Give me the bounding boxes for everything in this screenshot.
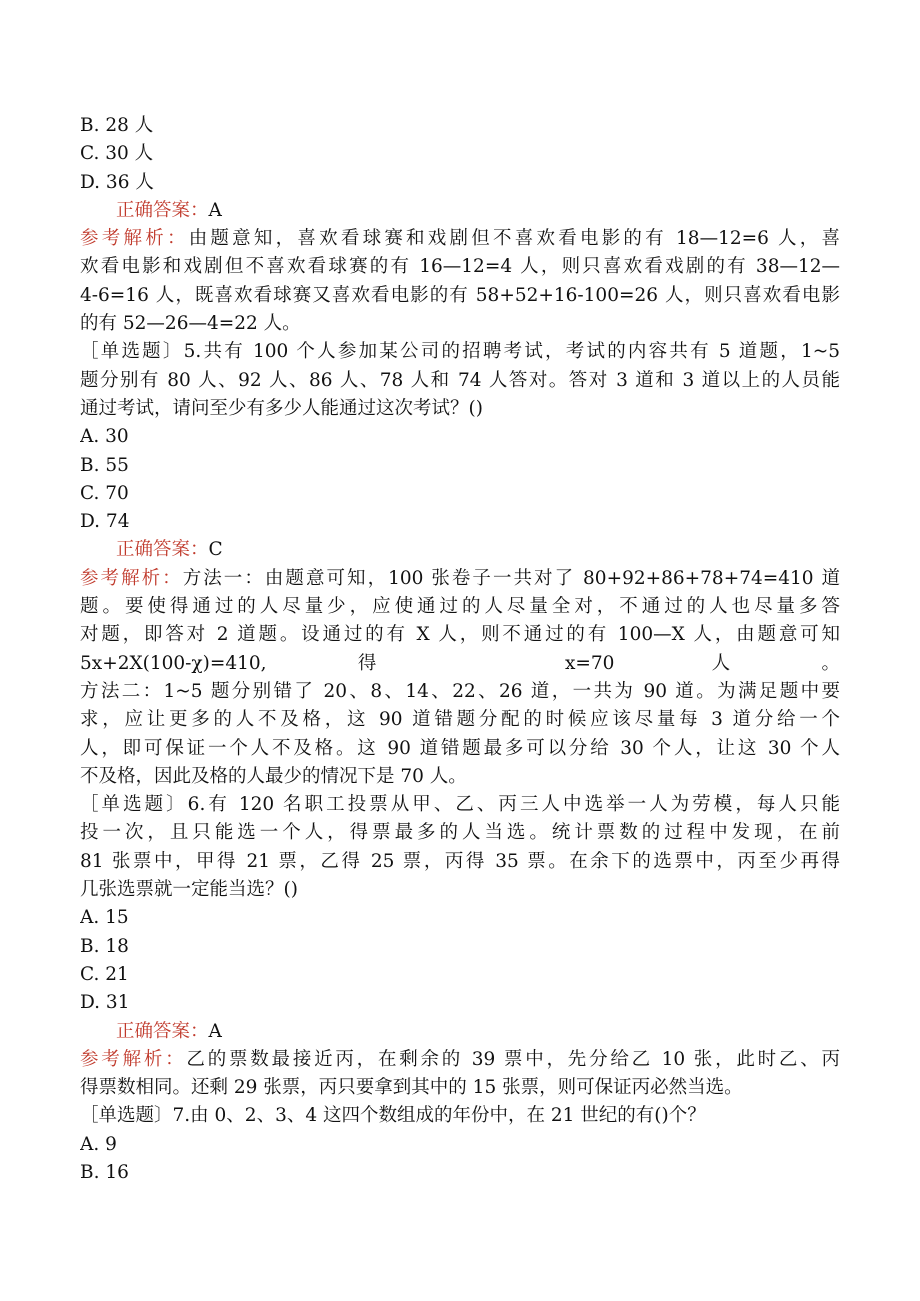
answer-option: D. 74 (80, 511, 130, 533)
analysis-line (80, 678, 840, 706)
correct-answer-value: A (208, 199, 222, 221)
analysis-line (80, 763, 840, 791)
analysis-text: 5x+2X(100-χ)=410,得 x=70 人。 (80, 652, 840, 674)
correct-answer-value: C (208, 539, 223, 561)
answer-option: B. 55 (80, 454, 129, 476)
analysis-text: 方法二：1~5 题分别错了 20、8、14、22、26 道，一共为 90 道。为满足题中要 (80, 680, 840, 702)
exam-page (80, 112, 840, 1187)
question-line: 题分别有 80 人、92 人、86 人、78 人和 74 人答对。答对 3 道和 3 道以上的人员能 (80, 369, 840, 391)
correct-answer (80, 197, 840, 225)
analysis-line (80, 735, 840, 763)
analysis-label: 参考解析： (80, 567, 183, 589)
analysis-line (80, 1074, 840, 1102)
analysis-text: 由题意知，喜欢看球赛和戏剧但不喜欢看电影的有 18—12=6 人，喜 (188, 228, 840, 250)
correct-answer (80, 1018, 840, 1046)
analysis-text: 方法一：由题意可知，100 张卷子一共对了 80+92+86+78+74=410 道 (182, 567, 840, 589)
analysis-text: 题。要使得通过的人尽量少，应使通过的人尽量全对，不通过的人也尽量多答 (80, 596, 840, 618)
analysis-label: 参考解析： (80, 228, 189, 250)
analysis-line (80, 593, 840, 621)
analysis-label: 参考解析： (80, 1048, 187, 1070)
analysis-text: 求，应让更多的人不及格，这 90 道错题分配的时候应该尽量每 3 道分给一个 (80, 709, 840, 731)
analysis-line (80, 565, 840, 593)
answer-option: A. 30 (80, 426, 129, 448)
analysis-text: 4-6=16 人，既喜欢看球赛又喜欢看电影的有 58+52+16-100=26 人，则只喜欢看电影 (80, 284, 840, 306)
answer-option: B. 18 (80, 935, 129, 957)
analysis-text: 得票数相同。还剩 29 张票，丙只要拿到其中的 15 张票，则可保证丙必然当选。 (80, 1077, 743, 1099)
analysis-line (80, 310, 840, 338)
analysis-line (80, 1046, 840, 1074)
analysis-line (80, 282, 840, 310)
analysis-line (80, 650, 840, 678)
correct-answer (80, 536, 840, 564)
answer-option: A. 15 (80, 907, 129, 929)
question-line: ［单选题〕5.共有 100 个人参加某公司的招聘考试，考试的内容共有 5 道题，1~5 (80, 341, 840, 363)
question-line: ［单选题〕7.由 0、2、3、4 这四个数组成的年份中，在 21 世纪的有()个？ (80, 1105, 706, 1127)
analysis-line (80, 621, 840, 649)
question-line: 通过考试，请问至少有多少人能通过这次考试？() (80, 397, 483, 419)
answer-option: C. 21 (80, 963, 129, 985)
question-line: ［单选题〕6.有 120 名职工投票从甲、乙、丙三人中选举一人为劳模，每人只能 (80, 794, 840, 816)
analysis-text: 人，即可保证一个人不及格。这 90 道错题最多可以分给 30 个人，让这 30 个人 (80, 737, 840, 759)
answer-option: B. 28 人 (80, 115, 154, 136)
correct-answer-label: 正确答案： (116, 199, 209, 221)
answer-option: A. 9 (80, 1133, 117, 1155)
answer-option: D. 31 (80, 992, 130, 1014)
correct-answer-label: 正确答案： (116, 1020, 209, 1042)
analysis-line (80, 706, 840, 734)
answer-option: C. 30 人 (80, 143, 154, 165)
analysis-text: 欢看电影和戏剧但不喜欢看球赛的有 16—12=4 人，则只喜欢看戏剧的有 38—12— (80, 256, 840, 278)
answer-option: D. 36 人 (80, 171, 154, 193)
correct-answer-value: A (208, 1020, 222, 1042)
question-line: 81 张票中，甲得 21 票，乙得 25 票，丙得 35 票。在余下的选票中，丙至少再得 (80, 850, 840, 872)
answer-option: C. 70 (80, 482, 129, 504)
correct-answer-label: 正确答案： (116, 539, 209, 561)
analysis-line (80, 253, 840, 281)
analysis-text: 不及格，因此及格的人最少的情况下是 70 人。 (80, 765, 467, 787)
question-line: 投一次，且只能选一个人，得票最多的人当选。统计票数的过程中发现，在前 (80, 822, 840, 844)
analysis-line (80, 225, 840, 253)
analysis-text: 对题，即答对 2 道题。设通过的有 X 人，则不通过的有 100—X 人，由题意可知 (80, 624, 840, 646)
analysis-text: 乙的票数最接近丙，在剩余的 39 票中，先分给乙 10 张，此时乙、丙 (186, 1048, 840, 1070)
analysis-text: 的有 52—26—4=22 人。 (80, 313, 301, 335)
question-line: 几张选票就一定能当选？() (80, 879, 298, 901)
answer-option: B. 16 (80, 1161, 129, 1183)
